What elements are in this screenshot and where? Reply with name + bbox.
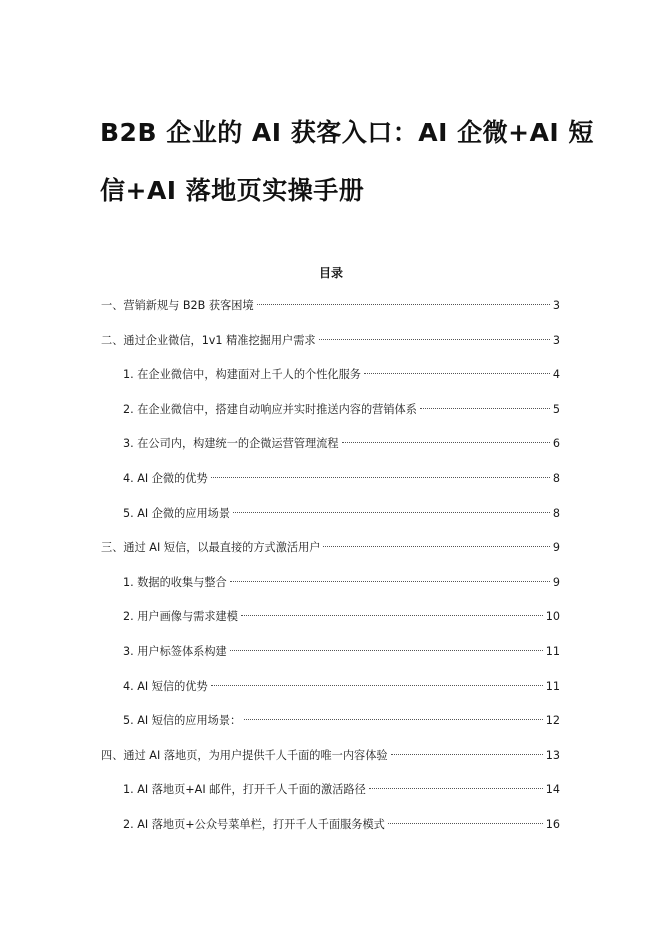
toc-dot-leader [388, 823, 543, 824]
toc-entry-page-number: 14 [545, 783, 560, 797]
toc-entry[interactable] [123, 815, 560, 835]
toc-entry-label: 四、通过 AI 落地页，为用户提供千人千面的唯一内容体验 [101, 748, 388, 762]
toc-entry-page-number: 11 [545, 679, 560, 693]
toc-entry-label: 1. 数据的收集与整合 [123, 575, 227, 589]
toc-entry[interactable] [123, 780, 560, 800]
toc-entry-label: 一、营销新规与 B2B 获客困境 [101, 299, 254, 312]
toc-dot-leader [241, 615, 543, 616]
toc-dot-leader [230, 581, 550, 582]
toc-entry-label: 2. 在企业微信中，搭建自动响应并实时推送内容的营销体系 [123, 402, 417, 416]
toc-entry-label: 3. 在公司内，构建统一的企微运营管理流程 [123, 437, 339, 451]
toc-entry-page-number: 5 [552, 402, 560, 416]
toc-entry[interactable] [123, 365, 560, 385]
toc-entry[interactable] [123, 400, 560, 420]
toc-entry[interactable] [123, 469, 560, 489]
toc-entry-page-number: 16 [545, 818, 560, 831]
toc-entry[interactable] [101, 538, 560, 558]
toc-entry-label: 三、通过 AI 短信，以最直接的方式激活用户 [101, 541, 321, 555]
toc-entry[interactable] [123, 607, 560, 627]
toc-dot-leader [391, 754, 543, 755]
toc-entry-label: 3. 用户标签体系构建 [123, 645, 227, 658]
toc-entry-label: 1. 在企业微信中，构建面对上千人的个性化服务 [123, 368, 361, 382]
toc-entry-page-number: 9 [552, 575, 560, 589]
toc-entry-page-number: 8 [552, 472, 560, 485]
toc-dot-leader [257, 304, 550, 305]
toc-entry-page-number: 6 [552, 437, 560, 451]
toc-entry[interactable] [123, 677, 560, 697]
toc-entry[interactable] [101, 331, 560, 351]
toc-entry[interactable] [123, 504, 560, 524]
toc-entry-label: 5. AI 企微的应用场景 [123, 506, 231, 520]
toc-entry-label: 4. AI 企微的优势 [123, 472, 208, 485]
toc-entry-label: 2. AI 落地页+公众号菜单栏，打开千人千面服务模式 [123, 818, 385, 831]
toc-entry-label: 1. AI 落地页+AI 邮件，打开千人千面的激活路径 [123, 783, 366, 797]
toc-dot-leader [342, 442, 550, 443]
toc-entry[interactable] [123, 434, 560, 454]
toc-dot-leader [211, 477, 550, 478]
toc-entry[interactable] [101, 746, 560, 766]
toc-dot-leader [230, 650, 543, 651]
toc-entry-label: 2. 用户画像与需求建模 [123, 610, 238, 624]
toc-entry-label: 5. AI 短信的应用场景： [123, 714, 242, 728]
toc-entry-page-number: 3 [552, 333, 560, 347]
toc-dot-leader [364, 373, 550, 374]
toc-heading: 目录 [318, 266, 343, 280]
document-title-line-1: B2B 企业的 AI 获客入口：AI 企微+AI 短 [100, 118, 594, 147]
toc-entry-page-number: 8 [552, 506, 560, 520]
toc-dot-leader [211, 685, 543, 686]
toc-entry-page-number: 12 [545, 714, 560, 728]
document-title [100, 104, 594, 220]
toc-dot-leader [319, 339, 550, 340]
toc-entry-page-number: 3 [552, 299, 560, 312]
toc-entry-page-number: 9 [552, 541, 560, 555]
toc-dot-leader [244, 719, 543, 720]
toc-entry-label: 4. AI 短信的优势 [123, 679, 208, 693]
toc-entry[interactable] [101, 296, 560, 316]
toc-entry-page-number: 11 [545, 645, 560, 658]
toc-entry-page-number: 4 [552, 368, 560, 382]
toc-entry-page-number: 10 [545, 610, 560, 624]
toc-dot-leader [323, 546, 549, 547]
document-title-line-2: 信+AI 落地页实操手册 [100, 176, 365, 205]
toc-dot-leader [420, 408, 550, 409]
toc-dot-leader [369, 788, 543, 789]
toc-entry[interactable] [123, 711, 560, 731]
toc-entry[interactable] [123, 573, 560, 593]
toc-entry-label: 二、通过企业微信，1v1 精准挖掘用户需求 [101, 333, 316, 347]
toc-entry-page-number: 13 [545, 748, 560, 762]
toc-dot-leader [233, 512, 550, 513]
toc-entry[interactable] [123, 642, 560, 662]
